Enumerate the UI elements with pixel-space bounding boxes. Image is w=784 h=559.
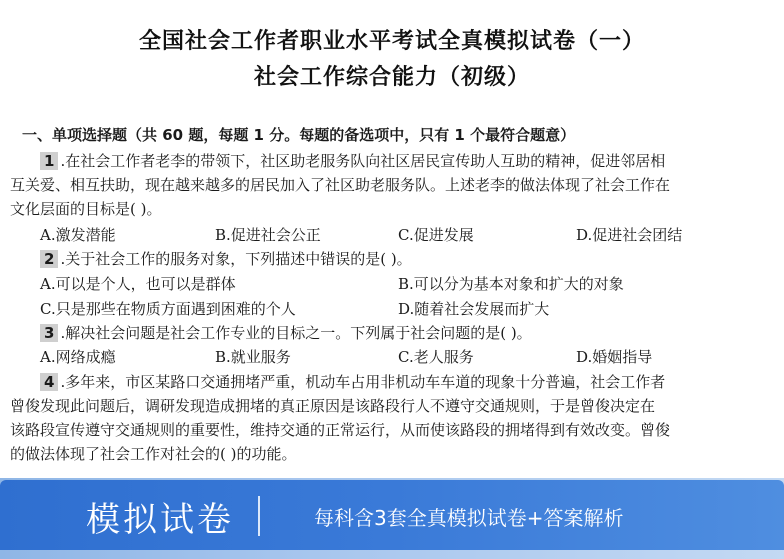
question-2-option-a: A.可以是个人，也可以是群体 <box>40 275 236 293</box>
question-1-option-a: A.激发潜能 <box>40 226 116 244</box>
question-2-option-b: B.可以分为基本对象和扩大的对象 <box>398 275 624 293</box>
question-3-option-a: A.网络成瘾 <box>40 348 116 366</box>
question-3-option-d: D.婚姻指导 <box>576 348 653 366</box>
question-number: 3 <box>40 324 58 342</box>
question-3-option-b: B.就业服务 <box>215 348 291 366</box>
question-1-option-d: D.促进社会团结 <box>576 226 683 244</box>
exam-title: 全国社会工作者职业水平考试全真模拟试卷（一） <box>138 29 645 54</box>
question-4-line-2: 曾俊发现此问题后，调研发现造成拥堵的真正原因是该路段行人不遵守交通规则，于是曾俊决定在 <box>10 397 656 415</box>
question-1-line-2: 互关爱、相互扶助，现在越来越多的居民加入了社区助老服务队。上述老李的做法体现了社会工作在 <box>10 176 671 194</box>
question-number: 4 <box>40 373 58 391</box>
question-1-option-b: B.促进社会公正 <box>215 226 321 244</box>
question-number: 2 <box>40 250 58 268</box>
question-4-line-3: 该路段宣传遵守交通规则的重要性，维持交通的正常运行，从而使该路段的拥堵得到有效改变。曾俊 <box>10 421 671 439</box>
question-2-option-d: D.随着社会发展而扩大 <box>398 300 550 318</box>
promo-banner-box <box>0 480 784 550</box>
question-number: 1 <box>40 152 58 170</box>
question-1-line-1: 1 .在社会工作者老李的带领下，社区助老服务队向社区居民宣传助人互助的精神，促进邻居相 <box>10 150 770 171</box>
banner-title: 模拟试卷 <box>86 500 234 540</box>
banner-subtitle: 每科含3套全真模拟试卷+答案解析 <box>314 506 624 530</box>
question-2-option-c: C.只是那些在物质方面遇到困难的个人 <box>40 300 296 318</box>
question-3-line-1: 3 .解决社会问题是社会工作专业的目标之一。下列属于社会问题的是( )。 <box>10 322 770 343</box>
question-1-option-c: C.促进发展 <box>398 226 474 244</box>
question-1-line-3: 文化层面的目标是( )。 <box>10 200 162 218</box>
question-2-line-1: 2 .关于社会工作的服务对象，下列描述中错误的是( )。 <box>10 248 770 269</box>
question-4-line-1: 4 .多年来，市区某路口交通拥堵严重，机动车占用非机动车车道的现象十分普遍，社会工作者 <box>10 371 770 392</box>
question-4-line-4: 的做法体现了社会工作对社会的( )的功能。 <box>10 445 297 463</box>
question-3-option-c: C.老人服务 <box>398 348 474 366</box>
section-heading: 一、单项选择题（共 60 题，每题 1 分。每题的备选项中，只有 1 个最符合题意） <box>22 126 576 144</box>
banner-divider <box>258 496 260 536</box>
promo-banner <box>0 478 784 559</box>
exam-subtitle: 社会工作综合能力（初级） <box>253 65 530 90</box>
